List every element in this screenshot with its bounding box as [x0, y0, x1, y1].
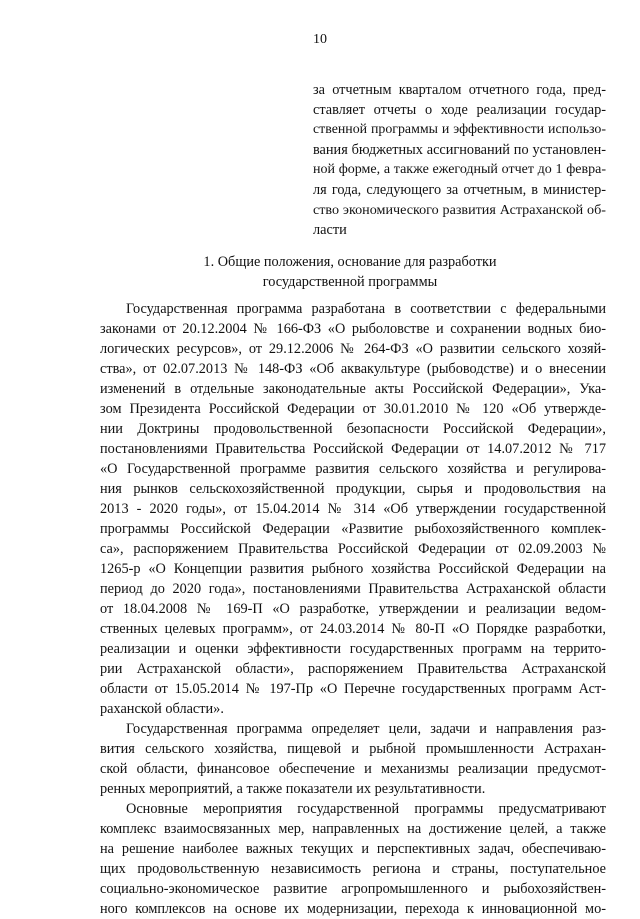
- text-line: на решение наиболее важных текущих и перспективных задач, обеспечиваю-: [100, 841, 606, 857]
- text-line: зом Президента Российской Федерации от 30.01.2010 № 120 «Об утвержде-: [100, 401, 606, 417]
- text-line: раханской области».: [100, 701, 224, 717]
- body-text: [100, 299, 606, 919]
- text-line: ства», от 02.07.2013 № 148-ФЗ «Об аквакультуре (рыбоводстве) и о внесении: [100, 361, 606, 377]
- text-line: ренных мероприятий, а также показатели их результативности.: [100, 781, 486, 797]
- text-line: рии Астраханской области», распоряжением Правительства Астраханской: [100, 661, 606, 677]
- text-line: Государственная программа определяет цели, задачи и направления раз-: [126, 721, 606, 737]
- text-line: области от 15.05.2014 № 197-Пр «О Перечне государственных программ Аст-: [100, 681, 606, 697]
- text-line: щих продовольственную независимость региона и страны, поступательное: [100, 861, 606, 877]
- paragraph-main-measures: [100, 799, 606, 919]
- text-line: ской области, финансовое обеспечение и механизмы реализации предусмот-: [100, 761, 606, 777]
- text-line: программы Российской Федерации «Развитие рыбохозяйственного комплек-: [100, 521, 606, 537]
- text-line: законами от 20.12.2004 № 166-ФЗ «О рыболовстве и сохранении водных био-: [100, 321, 606, 337]
- text-line: от 18.04.2008 № 169-П «О разработке, утверждении и реализации ведом-: [100, 601, 606, 617]
- text-line: за отчетным кварталом отчетного года, пред-: [313, 82, 606, 98]
- text-line: ственных целевых программ», от 24.03.2014 № 80-П «О Порядке разработки,: [100, 621, 606, 637]
- text-line: ласти: [313, 222, 347, 238]
- text-line: вития сельского хозяйства, пищевой и рыбной промышленности Астрахан-: [100, 741, 606, 757]
- heading-line: 1. Общие положения, основание для разработки: [203, 254, 497, 270]
- text-line: ставляет отчеты о ходе реализации государ-: [313, 102, 606, 118]
- text-line: ство экономического развития Астраханской об-: [313, 202, 606, 218]
- paragraph-legal-basis: [100, 299, 606, 719]
- text-line: 2013 - 2020 годы», от 15.04.2014 № 314 «Об утверждении государственной: [100, 501, 606, 517]
- text-line: ля года, следующего за отчетным, в министер-: [313, 182, 606, 198]
- page-number: 10: [313, 32, 327, 47]
- text-line: изменений в отдельные законодательные акты Российской Федерации», Ука-: [100, 381, 606, 397]
- text-line: Основные мероприятия государственной программы предусматривают: [126, 801, 606, 817]
- text-line: логических ресурсов», от 29.12.2006 № 264-ФЗ «О развитии сельского хозяй-: [100, 341, 606, 357]
- text-line: социально-экономическое развитие агропромышленного и рыбохозяйствен-: [100, 881, 606, 897]
- text-line: комплекс взаимосвязанных мер, направленных на достижение целей, а также: [100, 821, 606, 837]
- text-line: ной форме, а также ежегодный отчет до 1 февра-: [313, 162, 606, 177]
- text-line: «О Государственной программе развития сельского хозяйства и регулирова-: [100, 461, 606, 477]
- text-line: постановлениями Правительства Российской Федерации от 14.07.2012 № 717: [100, 441, 606, 457]
- text-line: са», распоряжением Правительства Российской Федерации от 02.09.2003 №: [100, 541, 606, 557]
- text-line: период до 2020 года», постановлениями Правительства Астраханской области: [100, 581, 606, 597]
- text-line: ния рынков сельскохозяйственной продукции, сырья и продовольствия на: [100, 481, 606, 497]
- text-line: нии Доктрины продовольственной безопасности Российской Федерации»,: [100, 421, 606, 437]
- text-line: ного комплексов на основе их модернизации, перехода к инновационной мо-: [100, 901, 606, 917]
- paragraph-program-scope: [100, 719, 606, 799]
- text-line: вания бюджетных ассигнований по установлен-: [313, 142, 606, 158]
- text-line: реализации и оценки эффективности государственных программ на террито-: [100, 641, 606, 657]
- text-line: 1265-р «О Концепции развития рыбного хозяйства Российской Федерации на: [100, 561, 606, 577]
- section-heading: [150, 252, 550, 292]
- text-line: ственной программы и эффективности использо-: [313, 122, 606, 137]
- top-right-text-block: [313, 80, 606, 240]
- text-line: Государственная программа разработана в соответствии с федеральными: [126, 301, 606, 317]
- heading-line: государственной программы: [262, 274, 438, 290]
